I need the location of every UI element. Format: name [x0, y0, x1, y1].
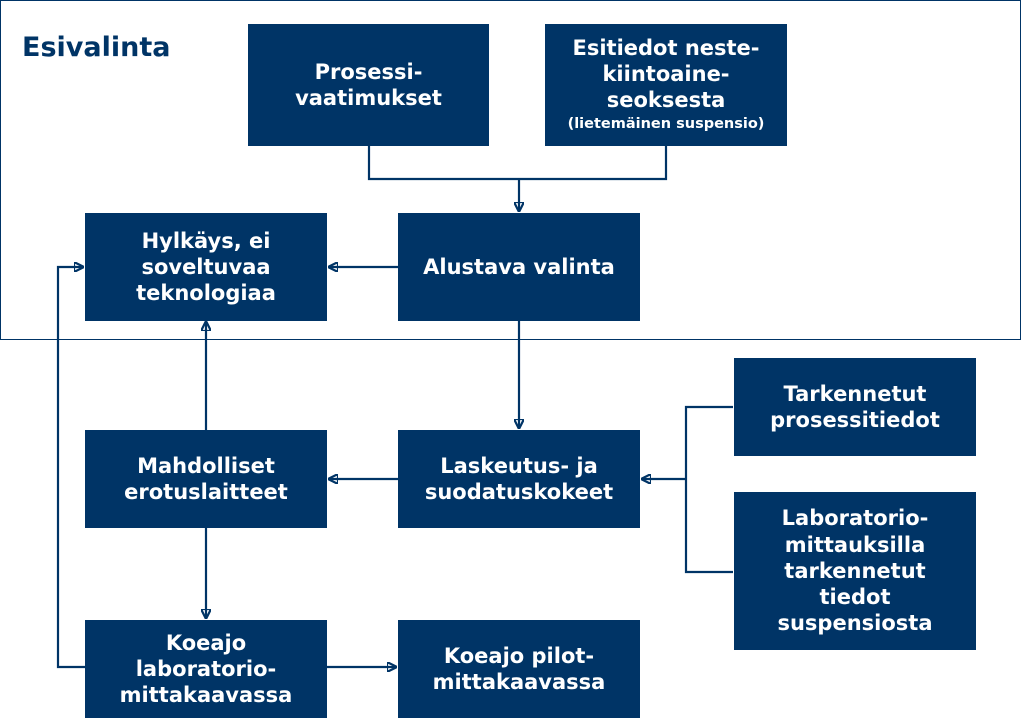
connector-process-requirements — [369, 146, 519, 179]
connector-refined-process-data — [686, 407, 733, 572]
settling-filtration-tests-box: Laskeutus- ja suodatuskokeet — [398, 430, 640, 528]
lab-refined-data-box: Laboratorio- mittauksilla tarkennetut tiedot suspensiosta — [734, 492, 976, 650]
process-requirements-box: Prosessi- vaatimukset — [248, 24, 489, 146]
connector-preliminary-data — [519, 146, 666, 179]
possible-equipment-box: Mahdolliset erotuslaitteet — [85, 430, 327, 528]
arrow-lab-trial-to-rejection — [58, 267, 85, 667]
rejection-box: Hylkäys, ei soveltuvaa teknologiaa — [85, 213, 327, 321]
pilot-scale-trial-box: Koeajo pilot- mittakaavassa — [398, 620, 640, 718]
lab-scale-trial-box: Koeajo laboratorio- mittakaavassa — [85, 620, 327, 718]
preliminary-selection-box: Alustava valinta — [398, 213, 640, 321]
preliminary-data-box: Esitiedot neste- kiintoaine- seoksesta (lietemäinen suspensio) — [545, 24, 787, 146]
region-title: Esivalinta — [22, 32, 171, 63]
refined-process-data-box: Tarkennetut prosessitiedot — [734, 358, 976, 456]
